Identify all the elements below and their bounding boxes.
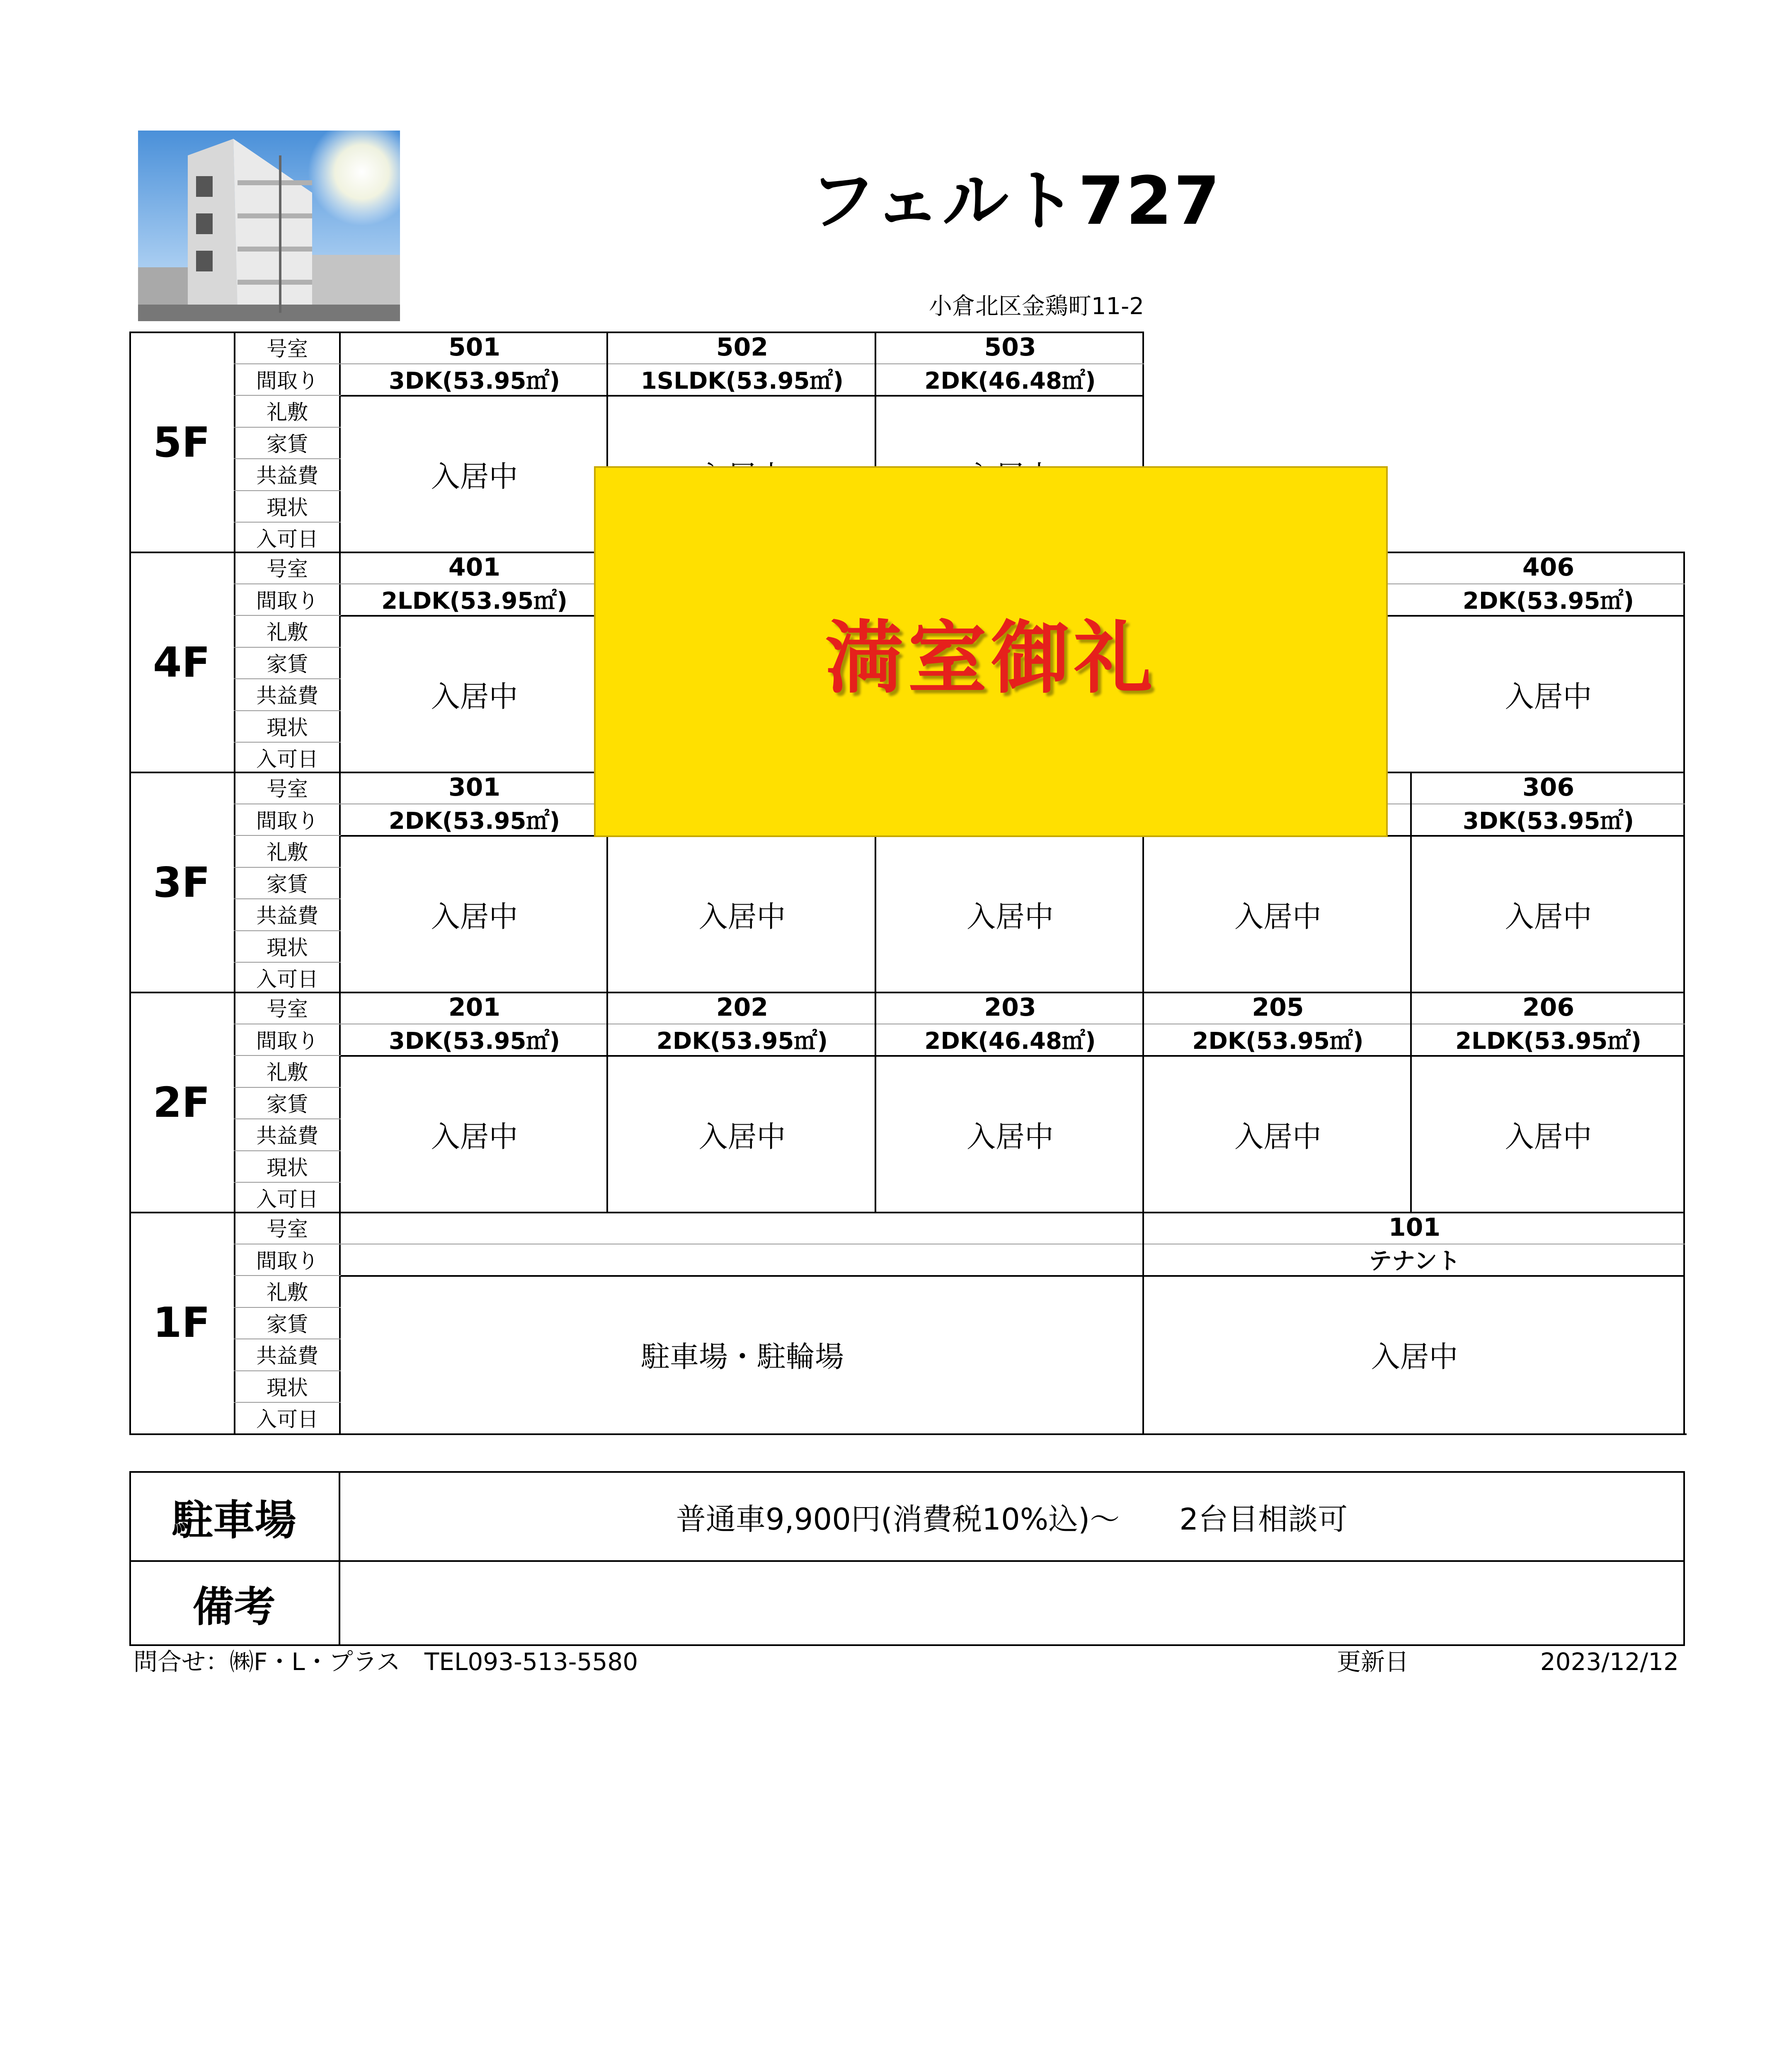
row-label: 間取り <box>256 1249 318 1273</box>
row-label: 家賃 <box>267 872 308 896</box>
remarks-value <box>340 1562 1683 1644</box>
unit-status: 入居中 <box>967 899 1054 934</box>
remarks-label: 備考 <box>192 1582 276 1631</box>
row-label: 共益費 <box>256 904 318 928</box>
row-label: 家賃 <box>267 1312 308 1336</box>
row-label: 礼敷 <box>267 620 308 644</box>
unit-number: 203 <box>984 993 1036 1022</box>
unit-layout: 2DK(46.48㎡) <box>924 1027 1096 1055</box>
unit-number: 502 <box>716 333 768 362</box>
unit-layout: 2DK(53.95㎡) <box>388 807 560 835</box>
unit-status: 入居中 <box>431 459 518 494</box>
row-label: 号室 <box>267 337 308 361</box>
unit-layout: 2LDK(53.95㎡) <box>381 587 567 615</box>
floor-label: 2F <box>153 1078 210 1127</box>
row-label: 現状 <box>267 1375 308 1400</box>
row-label: 家賃 <box>267 1092 308 1116</box>
unit-number: 206 <box>1522 993 1575 1022</box>
building-address: 小倉北区金鶏町11-2 <box>928 293 1144 320</box>
row-label: 号室 <box>267 997 308 1021</box>
unit-layout: 1SLDK(53.95㎡) <box>640 367 844 395</box>
row-label: 家賃 <box>267 652 308 676</box>
fully-occupied-banner <box>594 466 1388 837</box>
unit-number: 503 <box>984 333 1036 362</box>
row-label: 入可日 <box>256 967 318 991</box>
row-label: 号室 <box>267 777 308 801</box>
unit-number: 202 <box>716 993 768 1022</box>
row-label: 礼敷 <box>267 400 308 424</box>
unit-layout: 2DK(46.48㎡) <box>924 367 1096 395</box>
contact-info: 問合せ：㈱F・L・プラス TEL093-513-5580 <box>133 1648 638 1676</box>
row-label: 入可日 <box>256 747 318 771</box>
row-label: 家賃 <box>267 432 308 456</box>
row-label: 間取り <box>256 588 318 613</box>
building-photo <box>138 131 400 321</box>
row-label: 現状 <box>267 715 308 740</box>
unit-layout: 2LDK(53.95㎡) <box>1455 1027 1641 1055</box>
unit-status: 入居中 <box>1371 1339 1458 1374</box>
row-label: 入可日 <box>256 527 318 551</box>
row-label: 共益費 <box>256 1344 318 1368</box>
row-label: 共益費 <box>256 684 318 708</box>
unit-status: 入居中 <box>431 679 518 714</box>
row-label: 共益費 <box>256 464 318 488</box>
row-label: 入可日 <box>256 1187 318 1211</box>
row-label: 礼敷 <box>267 1280 308 1305</box>
unit-status: 入居中 <box>1505 899 1592 934</box>
row-label: 間取り <box>256 808 318 833</box>
row-label: 礼敷 <box>267 840 308 864</box>
unit-layout: 3DK(53.95㎡) <box>388 367 560 395</box>
unit-layout: 3DK(53.95㎡) <box>1462 807 1634 835</box>
unit-layout: 3DK(53.95㎡) <box>388 1027 560 1055</box>
updated-label: 更新日 <box>1337 1648 1409 1676</box>
row-label: 号室 <box>267 1217 308 1241</box>
row-label: 間取り <box>256 1029 318 1053</box>
unit-number: 501 <box>448 333 501 362</box>
parking-value: 普通車9,900円(消費税10%込)～ 2台目相談可 <box>676 1501 1348 1537</box>
row-label: 号室 <box>267 557 308 581</box>
banner-text: 満室御礼 <box>825 612 1157 704</box>
updated-date: 2023/12/12 <box>1540 1648 1679 1676</box>
row-label: 共益費 <box>256 1124 318 1148</box>
unit-number: 401 <box>448 553 501 582</box>
unit-layout: 2DK(53.95㎡) <box>1192 1027 1364 1055</box>
row-label: 間取り <box>256 368 318 393</box>
unit-layout: 2DK(53.95㎡) <box>1462 587 1634 615</box>
unit-status: 駐車場・駐輪場 <box>641 1339 844 1374</box>
unit-layout: テナント <box>1368 1247 1461 1275</box>
floor-label: 3F <box>153 858 210 907</box>
building-title: フェルト727 <box>810 162 1222 240</box>
unit-number: 406 <box>1522 553 1575 582</box>
unit-status: 入居中 <box>431 899 518 934</box>
unit-number: 306 <box>1522 773 1575 802</box>
unit-number: 201 <box>448 993 501 1022</box>
floor-label: 4F <box>153 638 210 687</box>
row-label: 現状 <box>267 935 308 960</box>
unit-status: 入居中 <box>1234 1119 1321 1154</box>
unit-number: 301 <box>448 773 501 802</box>
unit-status: 入居中 <box>698 1119 786 1154</box>
row-label: 現状 <box>267 495 308 520</box>
unit-number: 101 <box>1388 1213 1441 1242</box>
unit-status: 入居中 <box>431 1119 518 1154</box>
floor-label: 1F <box>153 1298 210 1347</box>
row-label: 現状 <box>267 1155 308 1180</box>
unit-status: 入居中 <box>698 899 786 934</box>
row-label: 礼敷 <box>267 1060 308 1084</box>
unit-status: 入居中 <box>1505 679 1592 714</box>
row-label: 入可日 <box>256 1407 318 1431</box>
floor-label: 5F <box>153 418 210 467</box>
unit-status: 入居中 <box>967 1119 1054 1154</box>
unit-status: 入居中 <box>1234 899 1321 934</box>
parking-label: 駐車場 <box>172 1496 296 1544</box>
unit-status: 入居中 <box>1505 1119 1592 1154</box>
unit-number: 205 <box>1252 993 1304 1022</box>
unit-layout: 2DK(53.95㎡) <box>656 1027 828 1055</box>
